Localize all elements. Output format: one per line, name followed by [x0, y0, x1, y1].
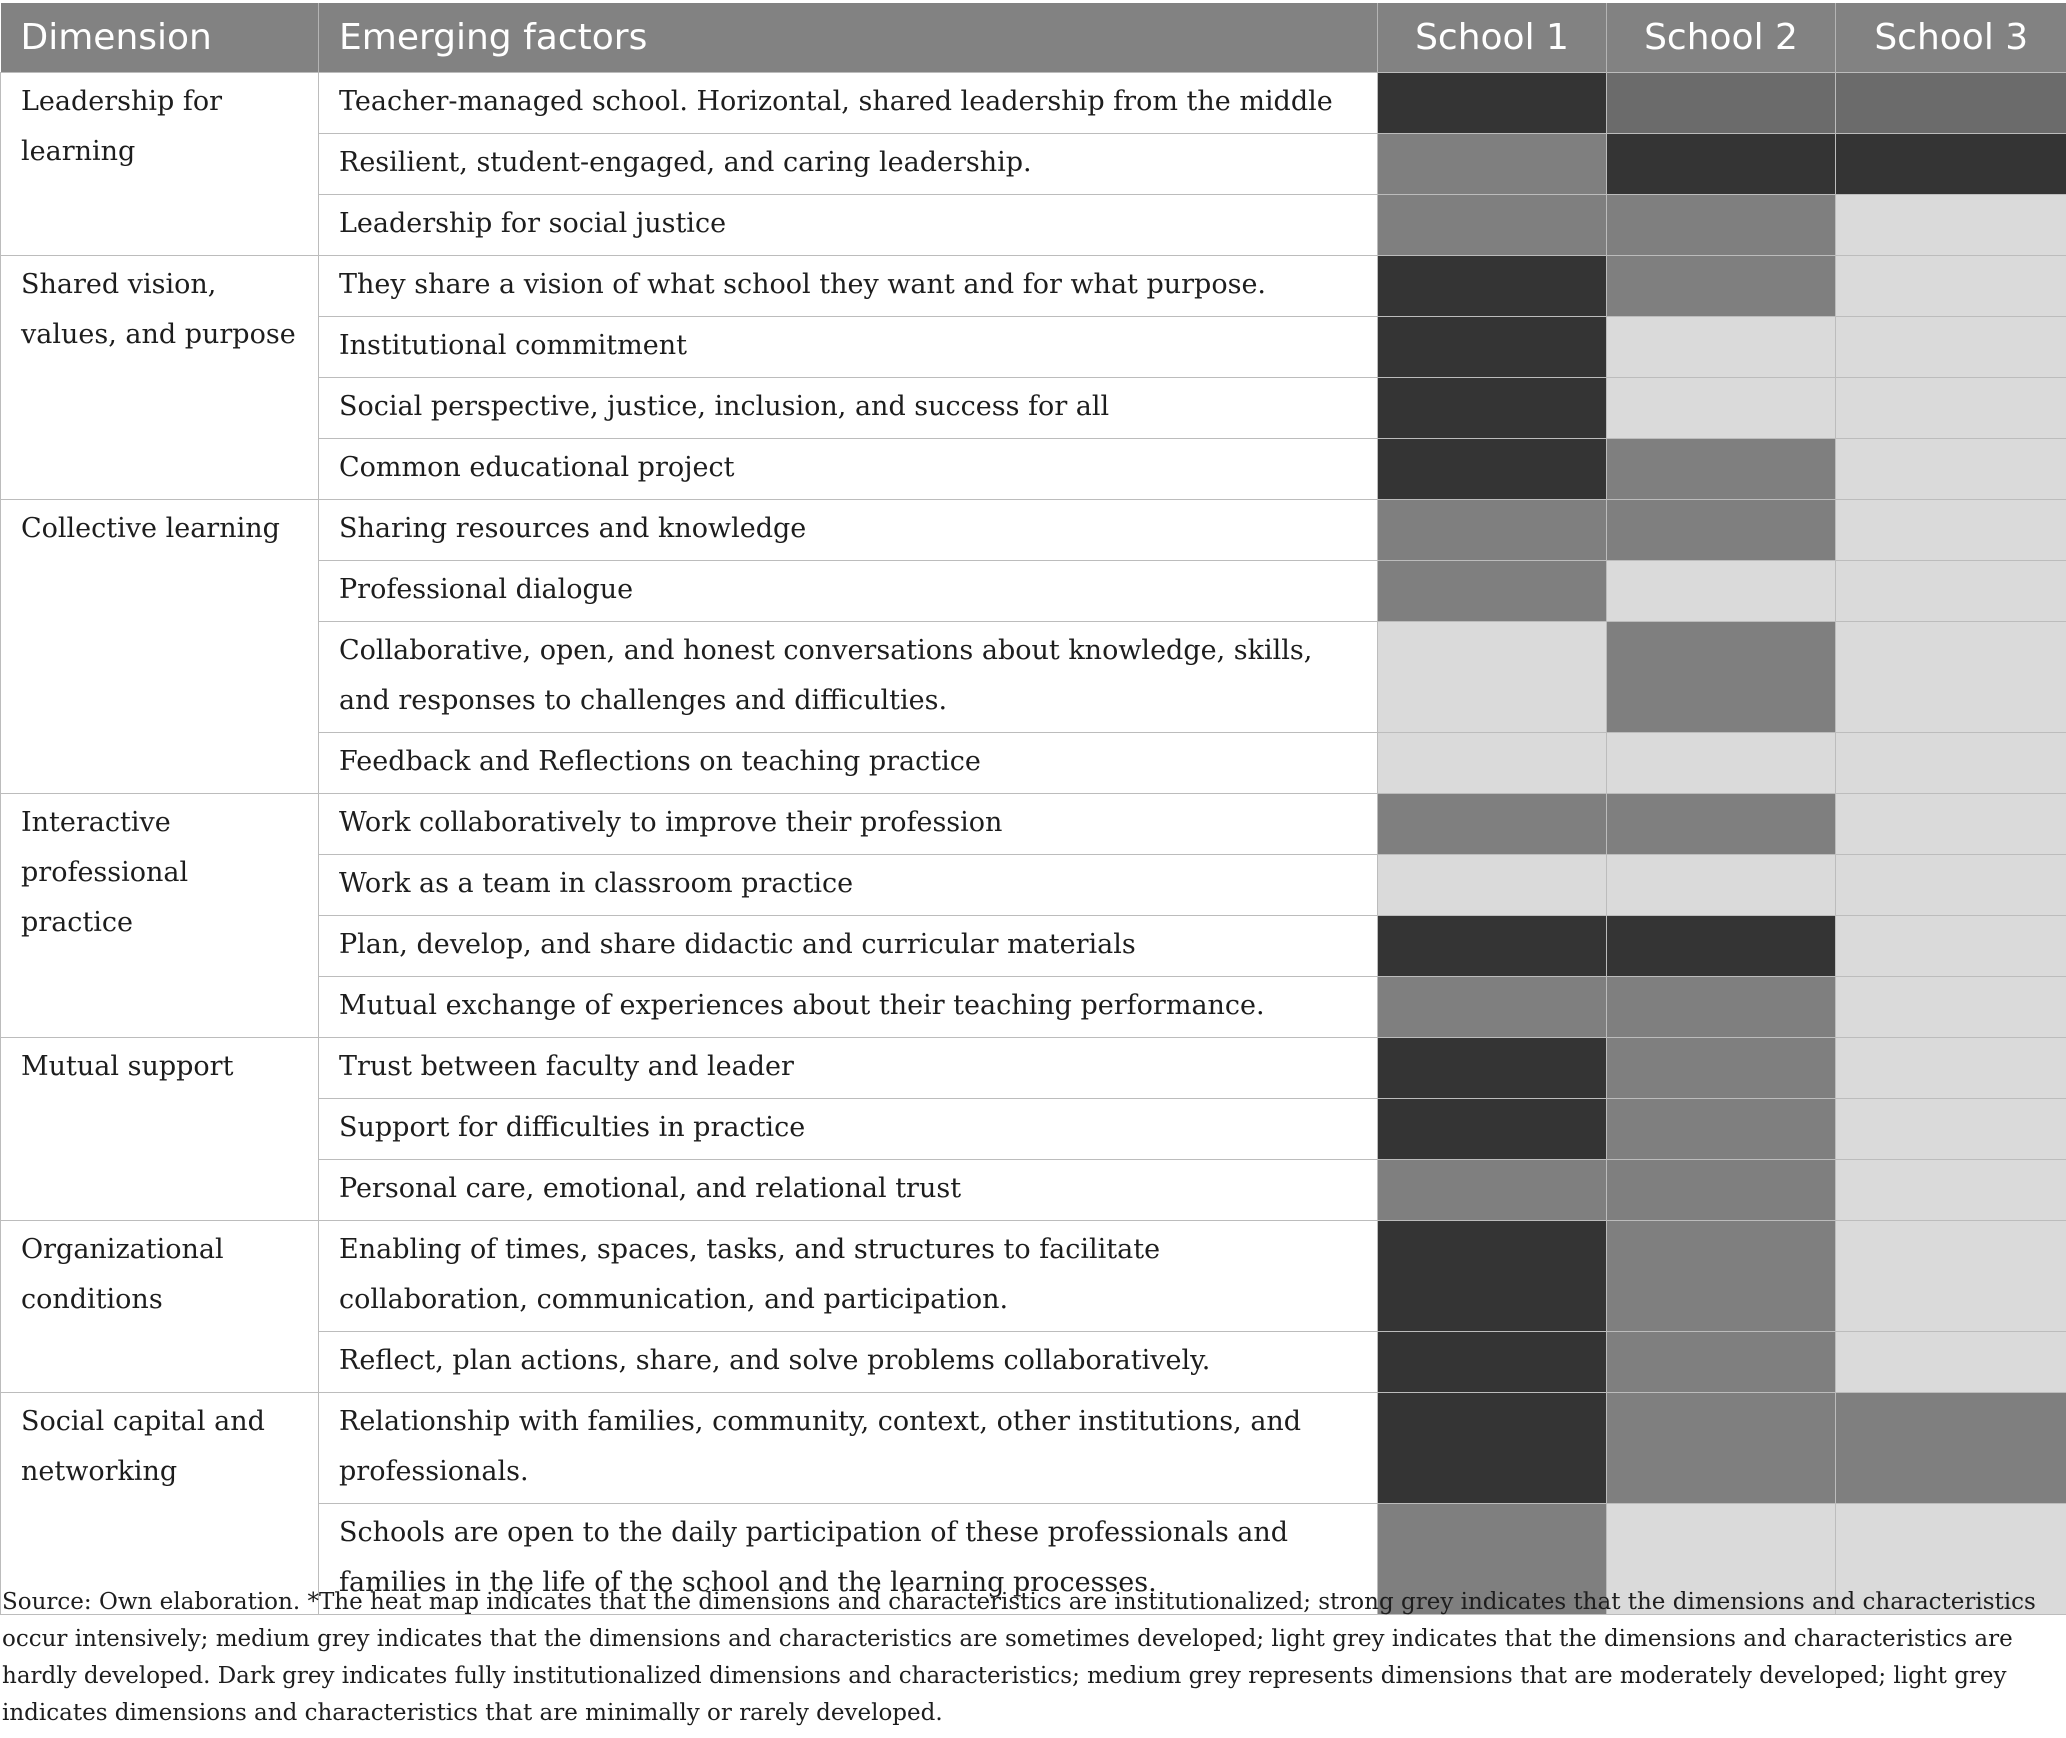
factor-cell: Mutual exchange of experiences about their teaching performance. [319, 977, 1378, 1038]
heat-cell-school-3 [1836, 1099, 2066, 1160]
heat-cell-school-2 [1607, 977, 1836, 1038]
header-school-3: School 3 [1836, 3, 2066, 73]
factor-cell: Institutional commitment [319, 317, 1378, 378]
heat-cell-school-3 [1836, 733, 2066, 794]
table-row [1, 73, 2066, 134]
heat-cell-school-1 [1378, 794, 1607, 855]
heat-map-table-container [0, 3, 2066, 1615]
heat-cell-school-3 [1836, 134, 2066, 195]
factor-cell: Work as a team in classroom practice [319, 855, 1378, 916]
heat-cell-school-3 [1836, 855, 2066, 916]
factor-cell: Common educational project [319, 439, 1378, 500]
factor-cell: Enabling of times, spaces, tasks, and structures to facilitate collaboration, communication, and participation. [319, 1221, 1378, 1332]
heat-cell-school-3 [1836, 1332, 2066, 1393]
heat-cell-school-1 [1378, 1393, 1607, 1504]
factor-cell: Reflect, plan actions, share, and solve problems collaboratively. [319, 1332, 1378, 1393]
factor-cell: They share a vision of what school they want and for what purpose. [319, 256, 1378, 317]
dimension-cell: Collective learning [1, 500, 319, 794]
heat-cell-school-3 [1836, 73, 2066, 134]
factor-cell: Professional dialogue [319, 561, 1378, 622]
heat-cell-school-2 [1607, 439, 1836, 500]
heat-cell-school-2 [1607, 916, 1836, 977]
heat-cell-school-1 [1378, 378, 1607, 439]
table-footnote: Source: Own elaboration. *The heat map indicates that the dimensions and characteristics are institutionalized; strong grey indicates that the dimensions and characteristics occur intensively; medium grey indicates that the dimensions and characteristics are sometimes developed; light grey indicates that the dimensions and characteristics are hardly developed. Dark grey indicates fully institutionalized dimensions and characteristics; medium grey represents dimensions that are moderately developed; light grey indicates dimensions and characteristics that are minimally or rarely developed. [2, 1589, 2036, 1726]
header-row [1, 3, 2066, 73]
heat-cell-school-3 [1836, 1221, 2066, 1332]
header-dimension: Dimension [1, 3, 319, 73]
heat-cell-school-3 [1836, 622, 2066, 733]
heat-cell-school-1 [1378, 622, 1607, 733]
table-row [1, 256, 2066, 317]
heat-cell-school-1 [1378, 317, 1607, 378]
factor-cell: Sharing resources and knowledge [319, 500, 1378, 561]
heat-cell-school-1 [1378, 1332, 1607, 1393]
heat-cell-school-1 [1378, 1221, 1607, 1332]
heat-cell-school-3 [1836, 1160, 2066, 1221]
heat-cell-school-3 [1836, 500, 2066, 561]
heat-cell-school-1 [1378, 1038, 1607, 1099]
factor-cell: Feedback and Reflections on teaching practice [319, 733, 1378, 794]
factor-cell: Schools are open to the daily participation of these professionals and families in the life of the school and the learning processes. [319, 1504, 1378, 1615]
header-school-1: School 1 [1378, 3, 1607, 73]
table-row [1, 1038, 2066, 1099]
heat-cell-school-3 [1836, 916, 2066, 977]
heat-cell-school-3 [1836, 317, 2066, 378]
heat-cell-school-2 [1607, 317, 1836, 378]
heat-cell-school-2 [1607, 1393, 1836, 1504]
heat-cell-school-1 [1378, 916, 1607, 977]
heat-cell-school-1 [1378, 134, 1607, 195]
heat-cell-school-2 [1607, 134, 1836, 195]
factor-cell: Trust between faculty and leader [319, 1038, 1378, 1099]
heat-cell-school-2 [1607, 195, 1836, 256]
heat-cell-school-1 [1378, 500, 1607, 561]
heat-cell-school-3 [1836, 1038, 2066, 1099]
table-row [1, 794, 2066, 855]
heat-cell-school-1 [1378, 733, 1607, 794]
heat-cell-school-1 [1378, 439, 1607, 500]
heat-cell-school-3 [1836, 256, 2066, 317]
heat-cell-school-2 [1607, 256, 1836, 317]
heat-cell-school-2 [1607, 855, 1836, 916]
heat-map-table [0, 3, 2066, 1615]
heat-cell-school-2 [1607, 500, 1836, 561]
heat-cell-school-3 [1836, 1393, 2066, 1504]
factor-cell: Personal care, emotional, and relational trust [319, 1160, 1378, 1221]
heat-cell-school-1 [1378, 1099, 1607, 1160]
heat-cell-school-2 [1607, 1332, 1836, 1393]
dimension-cell: Organizational conditions [1, 1221, 319, 1393]
factor-cell: Relationship with families, community, context, other institutions, and professionals. [319, 1393, 1378, 1504]
table-body [1, 73, 2066, 1615]
factor-cell: Collaborative, open, and honest conversations about knowledge, skills, and responses to challenges and difficulties. [319, 622, 1378, 733]
dimension-cell: Leadership for learning [1, 73, 319, 256]
table-header [1, 3, 2066, 73]
heat-cell-school-1 [1378, 73, 1607, 134]
heat-cell-school-2 [1607, 378, 1836, 439]
heat-cell-school-2 [1607, 1038, 1836, 1099]
heat-cell-school-1 [1378, 1160, 1607, 1221]
heat-cell-school-2 [1607, 561, 1836, 622]
table-row [1, 1221, 2066, 1332]
heat-cell-school-3 [1836, 977, 2066, 1038]
heat-cell-school-2 [1607, 733, 1836, 794]
factor-cell: Work collaboratively to improve their profession [319, 794, 1378, 855]
heat-cell-school-2 [1607, 1099, 1836, 1160]
dimension-cell: Social capital and networking [1, 1393, 319, 1615]
factor-cell: Support for difficulties in practice [319, 1099, 1378, 1160]
heat-cell-school-1 [1378, 256, 1607, 317]
heat-cell-school-3 [1836, 195, 2066, 256]
heat-cell-school-1 [1378, 855, 1607, 916]
heat-cell-school-3 [1836, 439, 2066, 500]
heat-cell-school-3 [1836, 378, 2066, 439]
heat-cell-school-2 [1607, 622, 1836, 733]
factor-cell: Resilient, student-engaged, and caring leadership. [319, 134, 1378, 195]
header-emerging-factors: Emerging factors [319, 3, 1378, 73]
factor-cell: Leadership for social justice [319, 195, 1378, 256]
heat-cell-school-2 [1607, 73, 1836, 134]
heat-cell-school-3 [1836, 561, 2066, 622]
table-row [1, 1393, 2066, 1504]
heat-cell-school-3 [1836, 794, 2066, 855]
heat-cell-school-1 [1378, 977, 1607, 1038]
factor-cell: Plan, develop, and share didactic and curricular materials [319, 916, 1378, 977]
header-school-2: School 2 [1607, 3, 1836, 73]
heat-cell-school-1 [1378, 561, 1607, 622]
heat-cell-school-2 [1607, 794, 1836, 855]
heat-cell-school-1 [1378, 195, 1607, 256]
heat-cell-school-2 [1607, 1160, 1836, 1221]
dimension-cell: Shared vision, values, and purpose [1, 256, 319, 500]
factor-cell: Social perspective, justice, inclusion, and success for all [319, 378, 1378, 439]
factor-cell: Teacher-managed school. Horizontal, shared leadership from the middle [319, 73, 1378, 134]
heat-cell-school-2 [1607, 1221, 1836, 1332]
dimension-cell: Interactive professional practice [1, 794, 319, 1038]
dimension-cell: Mutual support [1, 1038, 319, 1221]
table-row [1, 500, 2066, 561]
